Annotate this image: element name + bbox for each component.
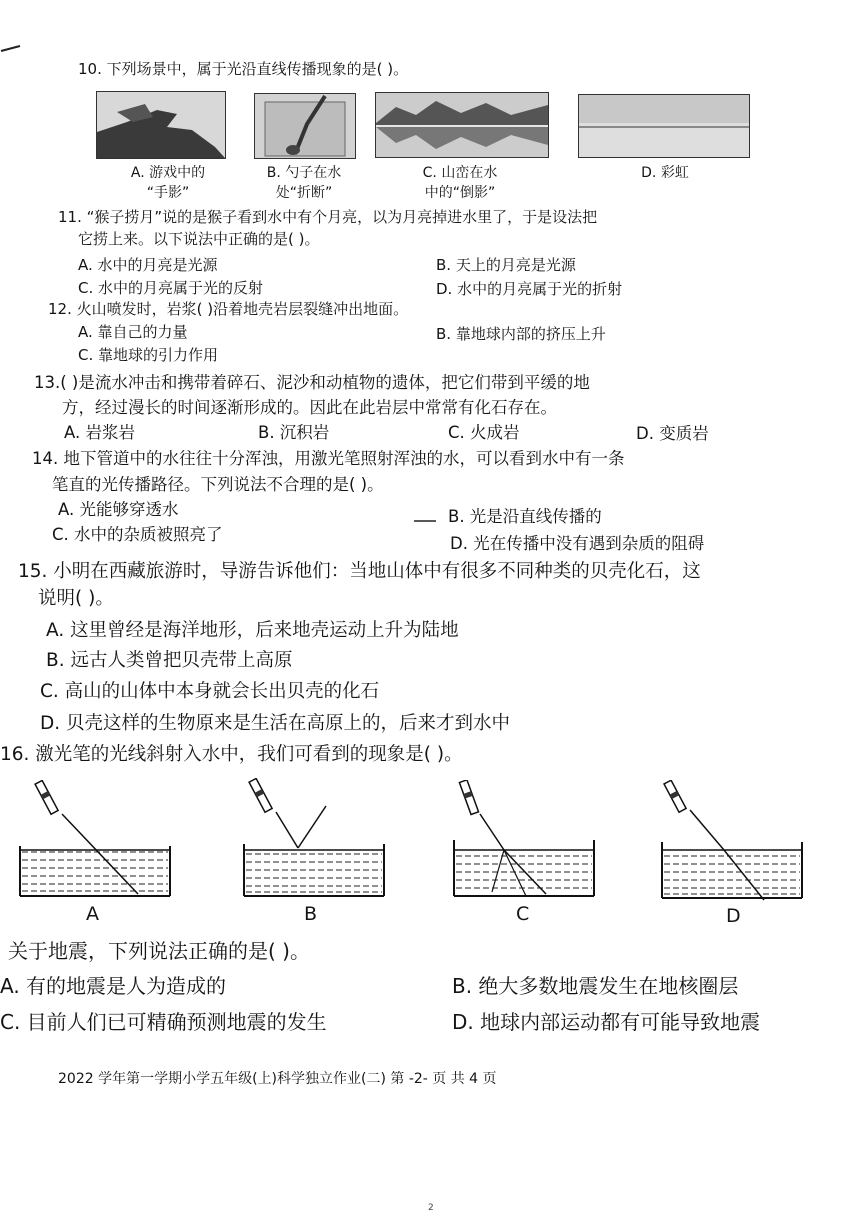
rainbow-photo [578, 94, 750, 158]
q16-label-b: B [304, 903, 318, 925]
q14-option-b: B. 光是沿直线传播的 [448, 507, 602, 526]
q13-option-c: C. 火成岩 [448, 423, 520, 442]
q12-option-b: B. 靠地球内部的挤压上升 [436, 325, 606, 343]
q12-option-a: A. 靠自己的力量 [78, 323, 188, 341]
q13-option-d: D. 变质岩 [636, 424, 709, 443]
q16-label-d: D [726, 905, 741, 927]
q13-option-b: B. 沉积岩 [258, 423, 330, 442]
q14-stem-line1: 14. 地下管道中的水往往十分浑浊，用激光笔照射浑浊的水，可以看到水中有一条 [32, 449, 625, 468]
stray-dash-mark [414, 518, 438, 524]
q11-option-a: A. 水中的月亮是光源 [78, 256, 218, 274]
mountain-reflection-photo [375, 92, 549, 158]
q17-option-b: B. 绝大多数地震发生在地核圈层 [452, 974, 739, 998]
q14-option-a: A. 光能够穿透水 [58, 500, 179, 519]
q11-stem-line2: 它捞上来。以下说法中正确的是( )。 [78, 230, 320, 248]
q11-option-c: C. 水中的月亮属于光的反射 [78, 279, 264, 297]
page-number: 2 [428, 1203, 434, 1213]
q15-stem-line2: 说明( )。 [38, 588, 114, 609]
beaker-diagram-d [660, 780, 810, 904]
q13-stem-line2: 方，经过漫长的时间逐渐形成的。因此在此岩层中常常有化石存在。 [62, 398, 557, 417]
q13-option-a: A. 岩浆岩 [64, 423, 135, 442]
spoon-in-water-image [255, 94, 355, 158]
q16-label-c: C [516, 903, 530, 925]
q14-stem-line2: 笔直的光传播路径。下列说法不合理的是( )。 [52, 475, 384, 494]
q16-label-a: A [86, 903, 99, 925]
q10-option-d: D. 彩虹 [641, 165, 689, 181]
q15-option-c: C. 高山的山体中本身就会长出贝壳的化石 [40, 681, 380, 702]
corner-mark [0, 44, 22, 54]
q10-option-c: C. 山峦在水 中的“倒影” [422, 165, 498, 201]
q17-option-c: C. 目前人们已可精确预测地震的发生 [0, 1010, 327, 1034]
q11-option-d: D. 水中的月亮属于光的折射 [436, 280, 623, 298]
q10-stem: 10. 下列场景中，属于光沿直线传播现象的是( )。 [78, 60, 409, 78]
q15-option-b: B. 远古人类曾把贝壳带上高原 [46, 650, 293, 671]
q11-option-b: B. 天上的月亮是光源 [436, 256, 576, 274]
hand-shadow-image [97, 92, 225, 158]
q16-stem: 16. 激光笔的光线斜射入水中，我们可看到的现象是( )。 [0, 744, 463, 765]
q10-option-b: B. 勺子在水 处“折断” [266, 165, 342, 201]
q12-stem: 12. 火山喷发时，岩浆( )沿着地壳岩层裂缝冲出地面。 [48, 300, 409, 318]
q13-stem-line1: 13.( )是流水冲击和携带着碎石、泥沙和动植物的遗体，把它们带到平缓的地 [34, 373, 590, 392]
q14-option-d: D. 光在传播中没有遇到杂质的阻碍 [450, 534, 705, 553]
q15-option-d: D. 贝壳这样的生物原来是生活在高原上的，后来才到水中 [40, 713, 511, 734]
q15-option-a: A. 这里曾经是海洋地形，后来地壳运动上升为陆地 [46, 620, 459, 641]
q12-option-c: C. 靠地球的引力作用 [78, 346, 219, 364]
q10-option-a: A. 游戏中的 “手影” [130, 165, 206, 201]
rainbow-image [579, 95, 749, 157]
q15-stem-line1: 15. 小明在西藏旅游时，导游告诉他们：当地山体中有很多不同种类的贝壳化石，这 [18, 561, 701, 582]
beaker-diagram-a [18, 780, 178, 902]
q17-stem: 关于地震，下列说法正确的是( )。 [8, 939, 310, 963]
mountain-reflection-image [376, 93, 548, 157]
beaker-diagram-c [452, 780, 602, 904]
q17-option-a: A. 有的地震是人为造成的 [0, 974, 227, 998]
spoon-in-water-photo [254, 93, 356, 159]
hand-shadow-photo [96, 91, 226, 159]
beaker-diagram-b [242, 778, 392, 902]
page-footer: 2022 学年第一学期小学五年级(上)科学独立作业(二) 第 -2- 页 共 4 页 [58, 1071, 497, 1087]
q11-stem-line1: 11. “猴子捞月”说的是猴子看到水中有个月亮，以为月亮掉进水里了，于是设法把 [58, 208, 598, 226]
q17-option-d: D. 地球内部运动都有可能导致地震 [452, 1010, 761, 1034]
q14-option-c: C. 水中的杂质被照亮了 [52, 525, 223, 544]
